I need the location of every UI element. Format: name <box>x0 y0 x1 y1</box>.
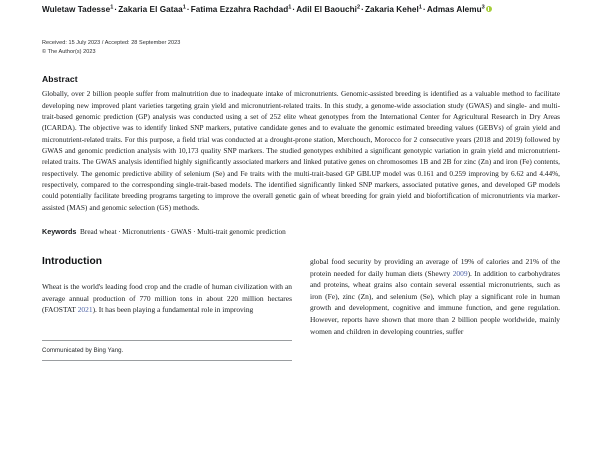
left-column <box>42 256 292 354</box>
author-separator: · <box>423 4 426 14</box>
abstract-heading: Abstract <box>42 74 78 85</box>
author-name: Zakaria Kehel <box>364 4 419 14</box>
author-list <box>42 2 560 15</box>
orcid-icon[interactable] <box>486 6 493 13</box>
author-affiliation-marker: 1 <box>110 4 114 10</box>
author-separator: · <box>292 4 296 14</box>
author-affiliation-marker: 2 <box>357 4 361 10</box>
intro-left-text-post: ). It has been playing a fundamental role in improving <box>92 305 254 315</box>
keyword-item: Micronutrients <box>122 227 166 237</box>
author-name: Admas Alemu <box>426 4 482 14</box>
footnote-block <box>42 340 292 371</box>
keyword-separator: · <box>118 227 121 237</box>
author-name: Zakaria El Gataa <box>118 4 183 14</box>
body-columns <box>42 256 560 354</box>
copyright-line: © The Author(s) 2023 <box>42 49 96 56</box>
introduction-left-paragraph <box>42 281 292 316</box>
author-entry <box>118 5 186 14</box>
keywords-label: Keywords <box>42 227 77 237</box>
author-affiliation-marker: 1 <box>288 4 292 10</box>
page-content <box>42 0 560 354</box>
author-name: Fatima Ezzahra Rachdad <box>190 4 289 14</box>
introduction-heading: Introduction <box>42 256 103 268</box>
author-entry <box>296 5 360 14</box>
keywords-line <box>42 226 560 237</box>
author-affiliation-marker: 3 <box>481 4 485 10</box>
keyword-separator: · <box>167 227 170 237</box>
introduction-right-paragraph <box>310 256 560 337</box>
keyword-item: Multi-trait genomic prediction <box>197 227 286 237</box>
author-entry <box>365 5 422 14</box>
intro-right-text-pre: global food security by providing an average of 19% of calories and 21% of the protein needed for daily human diets (Shewry <box>310 257 560 278</box>
author-entry <box>191 5 292 14</box>
author-name: Wuletaw Tadesse <box>42 4 111 14</box>
citation-link-shewry[interactable]: 2009 <box>452 268 468 278</box>
author-separator: · <box>361 4 364 14</box>
author-separator: · <box>186 4 190 14</box>
communicated-by-text: Communicated by Bing Yang. <box>42 346 124 354</box>
author-affiliation-marker: 1 <box>182 4 186 10</box>
author-separator: · <box>114 4 118 14</box>
keyword-separator: · <box>193 227 196 237</box>
intro-left-text-pre: Wheat is the world's leading food crop and the cradle of human civilization with an average annual production of 770 million tons in about 220 million hectares (FAOSTAT <box>42 282 292 315</box>
intro-right-text-post: ). In addition to carbohydrates and proteins, wheat grains also contain several essential micronutrients, such as iron (Fe), zinc (Zn), and selenium (Se), which play a significant role in human growth and development, cognitive and immune function, and gene regulation. However, reports have shown that more than 2 billion people worldwide, mainly women and children in developing countries, suffer <box>310 268 560 336</box>
citation-link-faostat[interactable]: 2021 <box>77 305 93 315</box>
received-accepted-line: Received: 15 July 2023 / Accepted: 28 September 2023 <box>42 40 181 47</box>
author-entry <box>427 5 493 14</box>
author-affiliation-marker: 1 <box>418 4 423 10</box>
author-name: Adil El Baouchi <box>296 4 357 14</box>
footnote-cutoff-text <box>42 361 292 371</box>
publication-history <box>42 39 560 57</box>
right-column <box>310 256 560 337</box>
keyword-item: Bread wheat <box>80 227 117 237</box>
author-entry <box>42 5 113 14</box>
abstract-text: Globally, over 2 billion people suffer from malnutrition due to inadequate intake of micronutrients. Genomic-assisted breeding is identified as a valuable method to facilitate developing new improved plant varieties targeting grain yield and micronutrient-related traits. In this study, a genome-wide association study (GWAS) and single- and multi-trait-based genomic prediction (GP) analysis was conducted using a set of 252 elite wheat genotypes from the International Center for Agricultural Research in Dry Areas (ICARDA). The objective was to identify linked SNP markers, putative candidate genes and to evaluate the genomic estimated breeding values (GEBVs) of grain yield and micronutrient-related traits. For this purpose, a field trial was conducted at a drought-prone station, Merchouch, Morocco for 2 consecutive years (2018 and 2019) followed by GWAS and genomic prediction analysis with 10,173 quality SNP markers. The studied genotypes exhibited a significant genotypic variation in grain yield and micronutrient-related traits. The GWAS analysis identified highly significantly associated markers and linked putative genes on chromosomes 1B and 2B for zinc (Zn) and iron (Fe) contents, respectively. The genomic predictive ability of selenium (Se) and Fe traits with the multi-trait-based GP GBLUP model was 0.161 and 0.259 improving by 6.62 and 4.44%, respectively, compared to the corresponding single-trait-based models. The identified significantly linked SNP markers, associated putative genes, and developed GP models could potentially facilitate breeding programs targeting to improve the overall genetic gain of wheat breeding for grain yield and biofortification of micronutrients via marker-assisted (MAS) and genomic selection (GS) methods. <box>42 89 560 212</box>
keyword-item: GWAS <box>170 227 192 237</box>
